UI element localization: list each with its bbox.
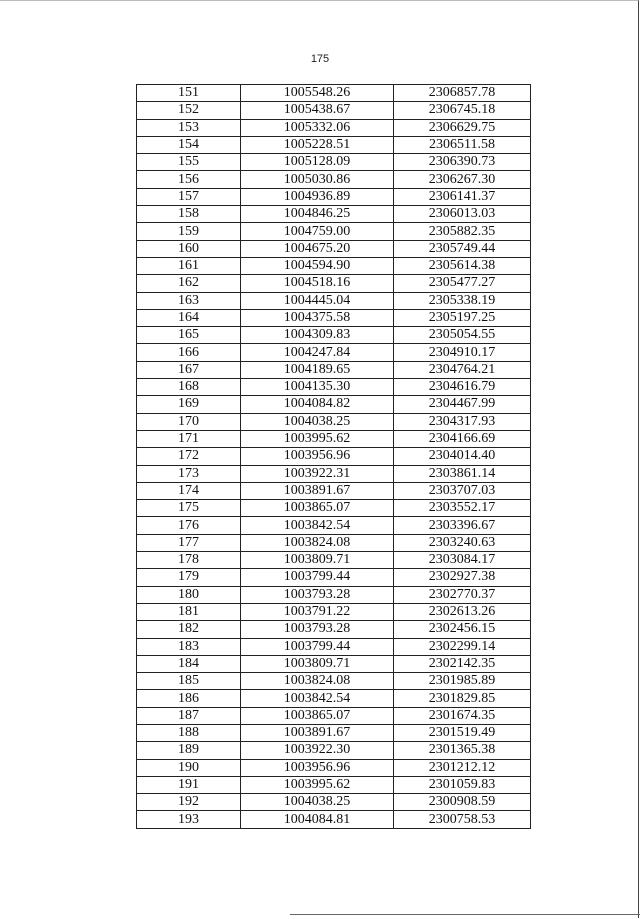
- table-row: [137, 171, 531, 188]
- table-row: [137, 275, 531, 292]
- x-coordinate-cell: 1003842.54: [241, 690, 394, 707]
- table-row: [137, 534, 531, 551]
- table-row: [137, 240, 531, 257]
- table-row: [137, 361, 531, 378]
- coordinates-table-body: [137, 85, 531, 829]
- point-number-cell: 183: [137, 638, 241, 655]
- point-number-cell: 168: [137, 379, 241, 396]
- point-number-cell: 184: [137, 655, 241, 672]
- table-row: [137, 85, 531, 102]
- point-number-cell: 185: [137, 673, 241, 690]
- point-number-cell: 154: [137, 136, 241, 153]
- x-coordinate-cell: 1003793.28: [241, 621, 394, 638]
- point-number-cell: 172: [137, 448, 241, 465]
- x-coordinate-cell: 1005332.06: [241, 119, 394, 136]
- point-number-cell: 188: [137, 724, 241, 741]
- table-row: [137, 500, 531, 517]
- y-coordinate-cell: 2305054.55: [394, 327, 531, 344]
- point-number-cell: 181: [137, 603, 241, 620]
- x-coordinate-cell: 1005438.67: [241, 102, 394, 119]
- point-number-cell: 191: [137, 776, 241, 793]
- table-row: [137, 603, 531, 620]
- point-number-cell: 190: [137, 759, 241, 776]
- table-row: [137, 759, 531, 776]
- x-coordinate-cell: 1003809.71: [241, 655, 394, 672]
- table-row: [137, 136, 531, 153]
- y-coordinate-cell: 2302456.15: [394, 621, 531, 638]
- x-coordinate-cell: 1004135.30: [241, 379, 394, 396]
- y-coordinate-cell: 2302613.26: [394, 603, 531, 620]
- x-coordinate-cell: 1004759.00: [241, 223, 394, 240]
- table-row: [137, 154, 531, 171]
- y-coordinate-cell: 2301365.38: [394, 742, 531, 759]
- y-coordinate-cell: 2305477.27: [394, 275, 531, 292]
- x-coordinate-cell: 1005030.86: [241, 171, 394, 188]
- x-coordinate-cell: 1004445.04: [241, 292, 394, 309]
- x-coordinate-cell: 1003809.71: [241, 552, 394, 569]
- table-row: [137, 724, 531, 741]
- y-coordinate-cell: 2303707.03: [394, 482, 531, 499]
- y-coordinate-cell: 2306857.78: [394, 85, 531, 102]
- point-number-cell: 177: [137, 534, 241, 551]
- x-coordinate-cell: 1003842.54: [241, 517, 394, 534]
- table-row: [137, 379, 531, 396]
- x-coordinate-cell: 1003791.22: [241, 603, 394, 620]
- y-coordinate-cell: 2300908.59: [394, 794, 531, 811]
- x-coordinate-cell: 1004594.90: [241, 257, 394, 274]
- x-coordinate-cell: 1003922.30: [241, 742, 394, 759]
- x-coordinate-cell: 1004518.16: [241, 275, 394, 292]
- x-coordinate-cell: 1004936.89: [241, 188, 394, 205]
- point-number-cell: 155: [137, 154, 241, 171]
- point-number-cell: 187: [137, 707, 241, 724]
- table-row: [137, 309, 531, 326]
- y-coordinate-cell: 2302770.37: [394, 586, 531, 603]
- table-row: [137, 482, 531, 499]
- y-coordinate-cell: 2304764.21: [394, 361, 531, 378]
- x-coordinate-cell: 1003995.62: [241, 430, 394, 447]
- point-number-cell: 161: [137, 257, 241, 274]
- table-row: [137, 638, 531, 655]
- table-row: [137, 794, 531, 811]
- y-coordinate-cell: 2302927.38: [394, 569, 531, 586]
- point-number-cell: 165: [137, 327, 241, 344]
- table-row: [137, 257, 531, 274]
- y-coordinate-cell: 2306390.73: [394, 154, 531, 171]
- x-coordinate-cell: 1003824.08: [241, 673, 394, 690]
- table-row: [137, 223, 531, 240]
- table-row: [137, 811, 531, 828]
- point-number-cell: 192: [137, 794, 241, 811]
- point-number-cell: 174: [137, 482, 241, 499]
- x-coordinate-cell: 1003824.08: [241, 534, 394, 551]
- x-coordinate-cell: 1003793.28: [241, 586, 394, 603]
- page-number: 175: [310, 53, 330, 65]
- point-number-cell: 153: [137, 119, 241, 136]
- table-row: [137, 344, 531, 361]
- table-row: [137, 292, 531, 309]
- table-row: [137, 517, 531, 534]
- y-coordinate-cell: 2303552.17: [394, 500, 531, 517]
- table-row: [137, 569, 531, 586]
- point-number-cell: 158: [137, 206, 241, 223]
- y-coordinate-cell: 2306141.37: [394, 188, 531, 205]
- y-coordinate-cell: 2302142.35: [394, 655, 531, 672]
- point-number-cell: 179: [137, 569, 241, 586]
- x-coordinate-cell: 1003956.96: [241, 448, 394, 465]
- point-number-cell: 156: [137, 171, 241, 188]
- point-number-cell: 151: [137, 85, 241, 102]
- y-coordinate-cell: 2303396.67: [394, 517, 531, 534]
- point-number-cell: 164: [137, 309, 241, 326]
- x-coordinate-cell: 1003956.96: [241, 759, 394, 776]
- table-row: [137, 188, 531, 205]
- y-coordinate-cell: 2304317.93: [394, 413, 531, 430]
- y-coordinate-cell: 2304910.17: [394, 344, 531, 361]
- y-coordinate-cell: 2305749.44: [394, 240, 531, 257]
- x-coordinate-cell: 1004247.84: [241, 344, 394, 361]
- point-number-cell: 167: [137, 361, 241, 378]
- point-number-cell: 189: [137, 742, 241, 759]
- y-coordinate-cell: 2306745.18: [394, 102, 531, 119]
- table-row: [137, 430, 531, 447]
- y-coordinate-cell: 2301674.35: [394, 707, 531, 724]
- x-coordinate-cell: 1004038.25: [241, 413, 394, 430]
- table-row: [137, 776, 531, 793]
- point-number-cell: 163: [137, 292, 241, 309]
- x-coordinate-cell: 1004675.20: [241, 240, 394, 257]
- x-coordinate-cell: 1005128.09: [241, 154, 394, 171]
- table-row: [137, 673, 531, 690]
- table-row: [137, 206, 531, 223]
- table-row: [137, 327, 531, 344]
- x-coordinate-cell: 1005228.51: [241, 136, 394, 153]
- x-coordinate-cell: 1004309.83: [241, 327, 394, 344]
- point-number-cell: 170: [137, 413, 241, 430]
- y-coordinate-cell: 2304467.99: [394, 396, 531, 413]
- table-row: [137, 448, 531, 465]
- x-coordinate-cell: 1003891.67: [241, 724, 394, 741]
- point-number-cell: 159: [137, 223, 241, 240]
- point-number-cell: 157: [137, 188, 241, 205]
- y-coordinate-cell: 2301059.83: [394, 776, 531, 793]
- y-coordinate-cell: 2302299.14: [394, 638, 531, 655]
- x-coordinate-cell: 1004084.81: [241, 811, 394, 828]
- x-coordinate-cell: 1005548.26: [241, 85, 394, 102]
- table-row: [137, 102, 531, 119]
- table-row: [137, 413, 531, 430]
- table-row: [137, 690, 531, 707]
- x-coordinate-cell: 1004038.25: [241, 794, 394, 811]
- y-coordinate-cell: 2306629.75: [394, 119, 531, 136]
- table-row: [137, 621, 531, 638]
- bottom-rule: [290, 914, 640, 915]
- table-row: [137, 707, 531, 724]
- y-coordinate-cell: 2305197.25: [394, 309, 531, 326]
- y-coordinate-cell: 2305614.38: [394, 257, 531, 274]
- x-coordinate-cell: 1003799.44: [241, 638, 394, 655]
- point-number-cell: 160: [137, 240, 241, 257]
- y-coordinate-cell: 2303240.63: [394, 534, 531, 551]
- table-row: [137, 586, 531, 603]
- y-coordinate-cell: 2303084.17: [394, 552, 531, 569]
- table-row: [137, 552, 531, 569]
- y-coordinate-cell: 2301829.85: [394, 690, 531, 707]
- table-row: [137, 465, 531, 482]
- y-coordinate-cell: 2306511.58: [394, 136, 531, 153]
- y-coordinate-cell: 2300758.53: [394, 811, 531, 828]
- x-coordinate-cell: 1004375.58: [241, 309, 394, 326]
- point-number-cell: 171: [137, 430, 241, 447]
- point-number-cell: 182: [137, 621, 241, 638]
- coordinates-table: [136, 84, 531, 829]
- point-number-cell: 166: [137, 344, 241, 361]
- y-coordinate-cell: 2306013.03: [394, 206, 531, 223]
- x-coordinate-cell: 1003865.07: [241, 707, 394, 724]
- y-coordinate-cell: 2306267.30: [394, 171, 531, 188]
- table-row: [137, 655, 531, 672]
- point-number-cell: 180: [137, 586, 241, 603]
- point-number-cell: 193: [137, 811, 241, 828]
- y-coordinate-cell: 2303861.14: [394, 465, 531, 482]
- point-number-cell: 178: [137, 552, 241, 569]
- point-number-cell: 186: [137, 690, 241, 707]
- table-row: [137, 742, 531, 759]
- x-coordinate-cell: 1004189.65: [241, 361, 394, 378]
- y-coordinate-cell: 2301985.89: [394, 673, 531, 690]
- y-coordinate-cell: 2305338.19: [394, 292, 531, 309]
- point-number-cell: 173: [137, 465, 241, 482]
- point-number-cell: 169: [137, 396, 241, 413]
- y-coordinate-cell: 2301212.12: [394, 759, 531, 776]
- x-coordinate-cell: 1003995.62: [241, 776, 394, 793]
- y-coordinate-cell: 2301519.49: [394, 724, 531, 741]
- x-coordinate-cell: 1004084.82: [241, 396, 394, 413]
- y-coordinate-cell: 2304166.69: [394, 430, 531, 447]
- table-row: [137, 396, 531, 413]
- point-number-cell: 175: [137, 500, 241, 517]
- x-coordinate-cell: 1003799.44: [241, 569, 394, 586]
- y-coordinate-cell: 2304014.40: [394, 448, 531, 465]
- x-coordinate-cell: 1003922.31: [241, 465, 394, 482]
- y-coordinate-cell: 2305882.35: [394, 223, 531, 240]
- x-coordinate-cell: 1003865.07: [241, 500, 394, 517]
- x-coordinate-cell: 1003891.67: [241, 482, 394, 499]
- point-number-cell: 176: [137, 517, 241, 534]
- y-coordinate-cell: 2304616.79: [394, 379, 531, 396]
- x-coordinate-cell: 1004846.25: [241, 206, 394, 223]
- point-number-cell: 162: [137, 275, 241, 292]
- table-row: [137, 119, 531, 136]
- point-number-cell: 152: [137, 102, 241, 119]
